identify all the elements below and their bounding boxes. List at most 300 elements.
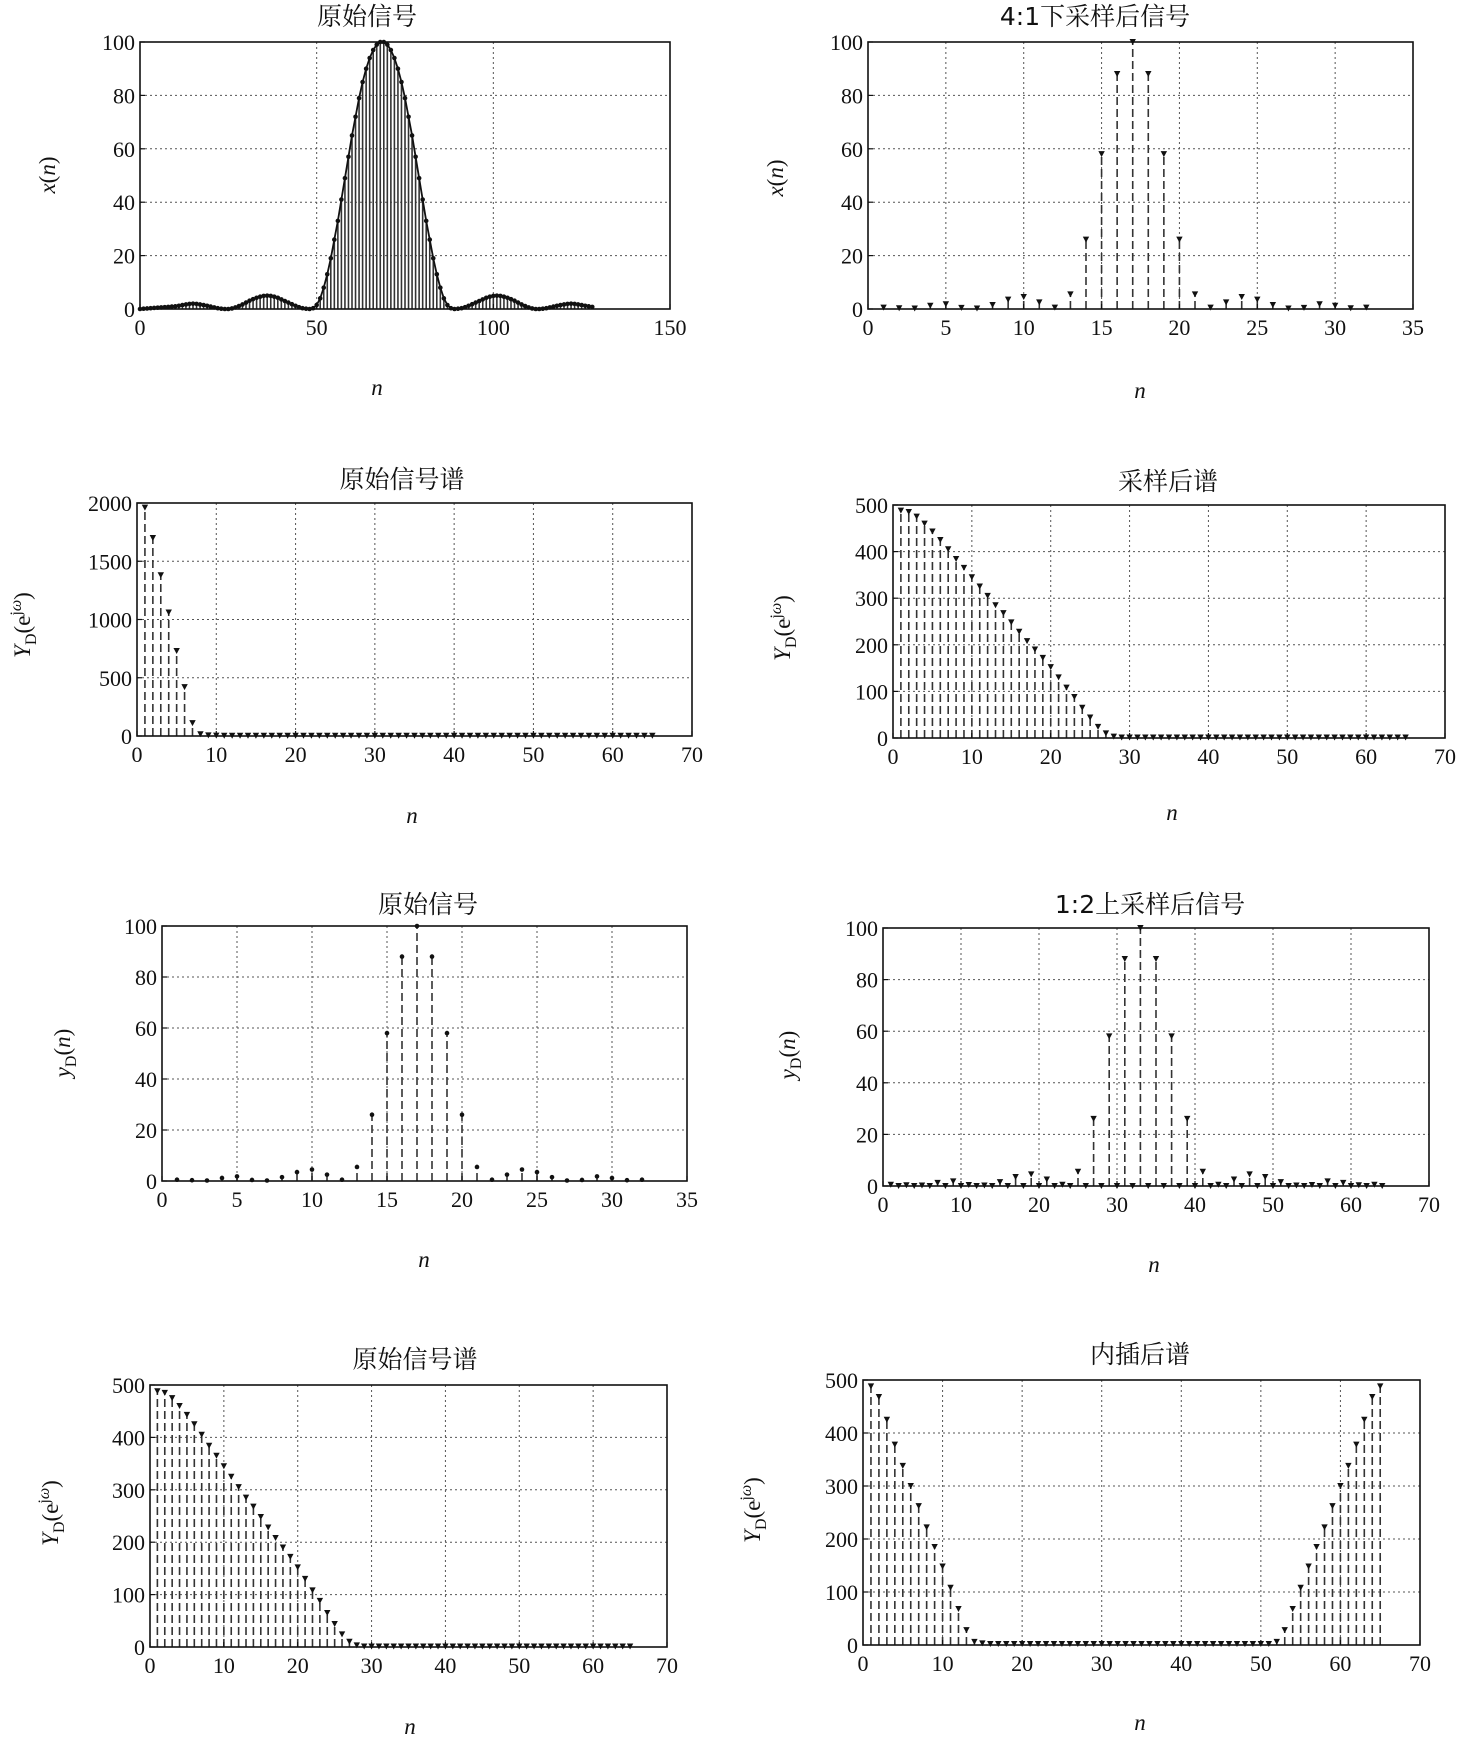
panel-8-marker-30 bbox=[1106, 1641, 1112, 1647]
panel-8-marker-31 bbox=[1114, 1641, 1120, 1647]
panel-2-marker-15 bbox=[1114, 71, 1120, 77]
panel-5-ytick-label-3: 60 bbox=[135, 1016, 157, 1041]
panel-8-ytick-label-3: 300 bbox=[825, 1474, 858, 1499]
panel-6-xtick-label-0: 0 bbox=[877, 1192, 889, 1217]
panel-6-ylabel: $y_D(n)$ bbox=[775, 1030, 805, 1080]
panel-2-marker-30 bbox=[1348, 305, 1354, 311]
panel-5-marker-25 bbox=[550, 1175, 555, 1180]
panel-7-xtick-label-6: 60 bbox=[582, 1653, 605, 1678]
panel-7-ytick-label-2: 200 bbox=[112, 1530, 145, 1556]
panel-3-xtick-label-7: 70 bbox=[681, 742, 703, 767]
panel-6-marker-56 bbox=[1324, 1178, 1330, 1184]
panel-4-marker-19 bbox=[1048, 664, 1054, 670]
panel-3-marker-5 bbox=[181, 684, 187, 690]
panel-7-marker-17 bbox=[280, 1544, 286, 1550]
panel-4-marker-18 bbox=[1040, 655, 1046, 661]
panel-6-marker-24 bbox=[1075, 1169, 1081, 1175]
panel-7-marker-14 bbox=[258, 1514, 264, 1520]
panel-1-ytick-label-4: 80 bbox=[113, 83, 135, 109]
panel-8-xtick-label-3: 30 bbox=[1090, 1651, 1113, 1676]
panel-5-yticks bbox=[124, 914, 167, 1194]
panel-4-marker-24 bbox=[1087, 714, 1093, 720]
panel-5-marker-13 bbox=[370, 1112, 375, 1117]
panel-1-yticks bbox=[102, 30, 145, 322]
panel-8-marker-57 bbox=[1321, 1524, 1327, 1530]
panel-8-marker-64 bbox=[1377, 1383, 1383, 1389]
panel-5-ytick-label-0: 0 bbox=[146, 1169, 157, 1194]
panel-7-marker-25 bbox=[339, 1631, 345, 1637]
panel-6-marker-6 bbox=[934, 1180, 940, 1186]
panel-1-xtick-label-1: 50 bbox=[305, 315, 328, 340]
panel-2-marker-23 bbox=[1239, 294, 1245, 300]
panel-3-ytick-label-2: 1000 bbox=[88, 607, 132, 633]
panel-3-marker-6 bbox=[189, 720, 195, 726]
panel-5-frame bbox=[162, 926, 687, 1181]
panel-7-xtick-label-0: 0 bbox=[144, 1653, 156, 1678]
panel-5-xtick-label-3: 15 bbox=[376, 1187, 398, 1212]
panel-2-ytick-label-2: 40 bbox=[841, 190, 863, 216]
panel-8-marker-10 bbox=[947, 1585, 953, 1591]
panel-8-xtick-label-7: 70 bbox=[1409, 1651, 1431, 1676]
panel-8-xtick-label-6: 60 bbox=[1329, 1651, 1352, 1676]
panel-5-marker-12 bbox=[355, 1165, 360, 1170]
panel-8-marker-18 bbox=[1011, 1641, 1017, 1647]
panel-3-xtick-label-1: 10 bbox=[205, 742, 228, 767]
panel-1-ytick-label-5: 100 bbox=[102, 30, 135, 55]
panel-7-xtick-label-5: 50 bbox=[508, 1653, 531, 1678]
panel-6-marker-40 bbox=[1200, 1169, 1206, 1175]
panel-8-marker-40 bbox=[1186, 1641, 1192, 1647]
panel-5-ytick-label-1: 20 bbox=[135, 1118, 157, 1143]
panel-7-yticks bbox=[112, 1373, 155, 1660]
panel-5-marker-22 bbox=[505, 1172, 510, 1177]
panel-5-marker-8 bbox=[295, 1170, 300, 1175]
panel-8-xtick-label-4: 40 bbox=[1170, 1651, 1193, 1676]
panel-2-xtick-label-2: 10 bbox=[1012, 315, 1035, 340]
panel-5-ylabel: $y_D(n)$ bbox=[50, 1028, 80, 1078]
panel-8-marker-51 bbox=[1274, 1639, 1280, 1645]
panel-1-stems bbox=[138, 40, 595, 312]
panel-6-xtick-label-6: 60 bbox=[1340, 1192, 1362, 1217]
panel-8-xtick-label-0: 0 bbox=[857, 1651, 869, 1676]
panel-3-xtick-label-4: 40 bbox=[443, 742, 466, 767]
panel-5-ytick-label-2: 40 bbox=[135, 1067, 157, 1092]
panel-6-xtick-label-3: 30 bbox=[1106, 1192, 1128, 1217]
panel-6-marker-0 bbox=[888, 1182, 894, 1188]
panel-8-marker-25 bbox=[1067, 1641, 1073, 1647]
panel-5-xtick-label-2: 10 bbox=[301, 1187, 323, 1212]
panel-8-marker-6 bbox=[916, 1503, 922, 1509]
panel-7-xtick-label-7: 70 bbox=[656, 1653, 678, 1678]
panel-3-xtick-label-6: 60 bbox=[601, 742, 624, 767]
panel-6-marker-28 bbox=[1106, 1033, 1112, 1039]
panel-4-title: 采样后谱 bbox=[1117, 467, 1219, 496]
panel-7-marker-9 bbox=[221, 1463, 227, 1469]
panel-4-marker-6 bbox=[945, 546, 951, 552]
panel-4-marker-5 bbox=[937, 537, 943, 543]
panel-7-marker-7 bbox=[206, 1443, 212, 1449]
panel-6-xtick-label-4: 40 bbox=[1184, 1192, 1206, 1217]
panel-6-marker-20 bbox=[1044, 1177, 1050, 1183]
panel-7-marker-5 bbox=[191, 1421, 197, 1427]
panel-4-xtick-label-3: 30 bbox=[1118, 744, 1141, 769]
panel-1-xtick-label-3: 150 bbox=[653, 315, 687, 340]
panel-5-grid bbox=[162, 926, 687, 1181]
panel-8-marker-7 bbox=[923, 1524, 929, 1530]
panel-3-ytick-label-4: 2000 bbox=[88, 491, 132, 516]
panel-8-marker-37 bbox=[1162, 1641, 1168, 1647]
panel-4-ytick-label-4: 400 bbox=[855, 539, 888, 565]
panel-8-marker-32 bbox=[1122, 1641, 1128, 1647]
panel-6-marker-16 bbox=[1012, 1174, 1018, 1180]
panel-4-marker-14 bbox=[1008, 619, 1014, 625]
panel-4-xtick-label-7: 70 bbox=[1434, 744, 1456, 769]
panel-8-yticks bbox=[825, 1368, 868, 1658]
panel-2-title: 4:1下采样后信号 bbox=[999, 2, 1191, 31]
panel-4-yticks bbox=[855, 493, 898, 751]
panel-8-grid bbox=[863, 1380, 1420, 1645]
panel-5-marker-9 bbox=[310, 1167, 315, 1172]
panel-2-marker-19 bbox=[1176, 237, 1182, 243]
panel-5-marker-17 bbox=[430, 954, 435, 959]
panel-3-marker-4 bbox=[173, 648, 179, 654]
panel-7-marker-12 bbox=[243, 1495, 249, 1501]
panel-3-xtick-label-2: 20 bbox=[284, 742, 307, 767]
panel-4-marker-21 bbox=[1063, 685, 1069, 691]
panel-5-xtick-label-7: 35 bbox=[676, 1187, 698, 1212]
panel-8-marker-46 bbox=[1234, 1641, 1240, 1647]
panel-8-ytick-label-4: 400 bbox=[825, 1421, 858, 1446]
panel-7 bbox=[36, 1345, 678, 1738]
panel-6 bbox=[775, 890, 1440, 1277]
panel-2-marker-18 bbox=[1161, 151, 1167, 157]
panel-4-ytick-label-1: 100 bbox=[855, 679, 888, 705]
panel-6-ytick-label-0: 0 bbox=[867, 1174, 878, 1199]
panel-8-marker-60 bbox=[1345, 1463, 1351, 1469]
panel-8-marker-15 bbox=[987, 1641, 993, 1647]
panel-3-xtick-label-5: 50 bbox=[522, 742, 545, 767]
panel-8-xlabel: n bbox=[1134, 1710, 1146, 1735]
panel-8-xtick-label-5: 50 bbox=[1249, 1651, 1272, 1676]
panel-8-marker-33 bbox=[1130, 1641, 1136, 1647]
panel-7-marker-11 bbox=[235, 1484, 241, 1490]
panel-4-ylabel: $Y_D(e^j\omega)$ bbox=[768, 595, 800, 661]
panel-8-ytick-label-5: 500 bbox=[825, 1368, 858, 1393]
panel-2-ytick-label-0: 0 bbox=[852, 297, 863, 322]
panel-1-ylabel: x(n) bbox=[35, 156, 60, 194]
panel-5-marker-24 bbox=[535, 1170, 540, 1175]
panel-7-marker-0 bbox=[154, 1388, 160, 1394]
panel-3-grid bbox=[137, 503, 692, 736]
panel-3-marker-2 bbox=[158, 572, 164, 578]
panel-8-marker-47 bbox=[1242, 1641, 1248, 1647]
panel-2-frame bbox=[868, 42, 1413, 309]
panel-2-marker-12 bbox=[1067, 291, 1073, 297]
panel-1-ytick-label-0: 0 bbox=[124, 297, 135, 322]
panel-5-marker-10 bbox=[325, 1172, 330, 1177]
panel-2-xtick-label-7: 35 bbox=[1402, 315, 1424, 340]
panel-2-ytick-label-3: 60 bbox=[841, 136, 863, 162]
panel-7-ytick-label-4: 400 bbox=[112, 1425, 145, 1451]
panel-2-marker-1 bbox=[896, 305, 902, 311]
panel-8-ytick-label-2: 200 bbox=[825, 1527, 858, 1552]
panel-3-marker-1 bbox=[150, 535, 156, 541]
panel-6-ytick-label-2: 40 bbox=[856, 1070, 878, 1096]
panel-2-xtick-label-1: 5 bbox=[940, 315, 952, 340]
panel-2-marker-5 bbox=[958, 305, 964, 311]
panel-8-marker-27 bbox=[1083, 1641, 1089, 1647]
panel-8-marker-9 bbox=[939, 1564, 945, 1570]
panel-4-frame bbox=[893, 505, 1445, 738]
panel-5-ytick-label-5: 100 bbox=[124, 914, 157, 939]
panel-3-marker-3 bbox=[166, 610, 172, 616]
panel-2-marker-25 bbox=[1270, 302, 1276, 308]
panel-6-marker-34 bbox=[1153, 956, 1159, 962]
panel-3-stems bbox=[142, 505, 656, 739]
panel-5-xtick-label-0: 0 bbox=[156, 1187, 168, 1212]
panel-2-stems bbox=[880, 39, 1369, 311]
panel-3-ytick-label-1: 500 bbox=[99, 665, 132, 691]
panel-4-xtick-label-1: 10 bbox=[960, 744, 983, 769]
panel-8-marker-43 bbox=[1210, 1641, 1216, 1647]
panel-2-xtick-label-0: 0 bbox=[862, 315, 874, 340]
panel-6-marker-22 bbox=[1059, 1182, 1065, 1188]
panel-8-marker-50 bbox=[1266, 1641, 1272, 1647]
panel-8-marker-44 bbox=[1218, 1641, 1224, 1647]
panel-8-marker-11 bbox=[955, 1606, 961, 1612]
panel-7-marker-26 bbox=[346, 1639, 352, 1645]
panel-2-yticks bbox=[830, 30, 873, 322]
panel-4-marker-0 bbox=[898, 508, 904, 514]
panel-7-title: 原始信号谱 bbox=[352, 1345, 478, 1374]
panel-4-marker-13 bbox=[1000, 610, 1006, 616]
panel-7-xtick-label-2: 20 bbox=[286, 1653, 309, 1678]
panel-7-marker-22 bbox=[317, 1598, 323, 1604]
panel-4-ytick-label-5: 500 bbox=[855, 493, 888, 518]
panel-8-marker-36 bbox=[1154, 1641, 1160, 1647]
panel-6-marker-54 bbox=[1309, 1182, 1315, 1188]
panel-7-marker-2 bbox=[169, 1395, 175, 1401]
panel-3-yticks bbox=[88, 491, 142, 749]
panel-7-marker-8 bbox=[213, 1453, 219, 1459]
panel-6-xlabel: n bbox=[1148, 1252, 1160, 1277]
panel-4-marker-16 bbox=[1024, 638, 1030, 644]
panel-2-marker-14 bbox=[1098, 151, 1104, 157]
panel-1-xtick-label-2: 100 bbox=[476, 315, 510, 340]
panel-8-marker-34 bbox=[1138, 1641, 1144, 1647]
panel-4-marker-1 bbox=[906, 509, 912, 515]
panel-8-marker-2 bbox=[884, 1417, 890, 1423]
panel-2-marker-28 bbox=[1316, 301, 1322, 307]
panel-5-marker-18 bbox=[445, 1031, 450, 1036]
panel-6-marker-36 bbox=[1168, 1033, 1174, 1039]
panel-6-marker-38 bbox=[1184, 1116, 1190, 1122]
panel-4-xtick-label-6: 60 bbox=[1355, 744, 1378, 769]
panel-4-marker-25 bbox=[1095, 724, 1101, 730]
panel-2-ytick-label-4: 80 bbox=[841, 83, 863, 109]
panel-1-xtick-label-0: 0 bbox=[134, 315, 146, 340]
panel-2-ytick-label-5: 100 bbox=[830, 30, 863, 55]
panel-7-marker-3 bbox=[176, 1403, 182, 1409]
panel-1-ytick-label-3: 60 bbox=[113, 136, 135, 162]
panel-3-marker-0 bbox=[142, 505, 148, 511]
panel-3-ytick-label-3: 1500 bbox=[88, 549, 132, 575]
panel-2 bbox=[763, 2, 1424, 403]
panel-8-xtick-label-2: 20 bbox=[1011, 1651, 1034, 1676]
panel-6-ytick-label-5: 100 bbox=[845, 916, 878, 941]
panel-7-stems bbox=[154, 1388, 633, 1649]
panel-7-marker-19 bbox=[295, 1564, 301, 1570]
panel-2-marker-20 bbox=[1192, 291, 1198, 297]
panel-2-grid bbox=[868, 42, 1413, 309]
panel-6-marker-48 bbox=[1262, 1174, 1268, 1180]
panel-8-marker-53 bbox=[1289, 1606, 1295, 1612]
panel-8-marker-12 bbox=[963, 1627, 969, 1633]
panel-8-xtick-label-1: 10 bbox=[931, 1651, 954, 1676]
panel-3-xtick-label-3: 30 bbox=[363, 742, 386, 767]
panel-8-ytick-label-0: 0 bbox=[847, 1633, 858, 1658]
panel-7-xtick-label-1: 10 bbox=[212, 1653, 235, 1678]
panel-8-marker-55 bbox=[1305, 1564, 1311, 1570]
panel-5-xtick-label-4: 20 bbox=[451, 1187, 473, 1212]
panel-2-xtick-label-5: 25 bbox=[1246, 315, 1269, 340]
panel-3 bbox=[8, 465, 703, 828]
panel-8-marker-24 bbox=[1059, 1641, 1065, 1647]
panel-2-ytick-label-1: 20 bbox=[841, 243, 863, 269]
panel-8-marker-4 bbox=[900, 1463, 906, 1469]
panel-7-ytick-label-0: 0 bbox=[134, 1635, 145, 1660]
panel-2-ylabel: x(n) bbox=[763, 159, 788, 197]
panel-4-xlabel: n bbox=[1166, 800, 1178, 825]
panel-4-marker-17 bbox=[1032, 646, 1038, 652]
panel-6-xtick-label-5: 50 bbox=[1262, 1192, 1284, 1217]
panel-6-marker-42 bbox=[1215, 1182, 1221, 1188]
panel-8-ylabel: $Y_D(e^j\omega)$ bbox=[738, 1477, 770, 1543]
panel-2-xtick-label-4: 20 bbox=[1168, 315, 1191, 340]
panel-4-ytick-label-2: 200 bbox=[855, 632, 888, 658]
panel-8-marker-42 bbox=[1202, 1641, 1208, 1647]
panel-8-stems bbox=[868, 1383, 1384, 1647]
panel-7-ytick-label-1: 100 bbox=[112, 1582, 145, 1608]
panel-1-ytick-label-2: 40 bbox=[113, 190, 135, 216]
panel-2-marker-8 bbox=[1005, 297, 1011, 303]
panel-6-xtick-label-7: 70 bbox=[1418, 1192, 1440, 1217]
panel-4-marker-4 bbox=[929, 529, 935, 535]
panel-8-marker-0 bbox=[868, 1383, 874, 1389]
panel-8-frame bbox=[863, 1380, 1420, 1645]
panel-2-marker-27 bbox=[1301, 305, 1307, 311]
panel-7-marker-10 bbox=[228, 1474, 234, 1480]
panel-1-title: 原始信号 bbox=[316, 2, 418, 31]
panel-4-marker-22 bbox=[1071, 694, 1077, 700]
panel-5-xlabel: n bbox=[418, 1247, 430, 1272]
panel-7-marker-16 bbox=[272, 1535, 278, 1541]
panel-5-marker-19 bbox=[460, 1112, 465, 1117]
panel-4-marker-10 bbox=[977, 584, 983, 590]
panel-5-marker-14 bbox=[385, 1031, 390, 1036]
panel-7-ylabel: $Y_D(e^j\omega)$ bbox=[36, 1480, 68, 1546]
panel-5-marker-23 bbox=[520, 1167, 525, 1172]
panel-7-ytick-label-3: 300 bbox=[112, 1477, 145, 1503]
panel-8-marker-17 bbox=[1003, 1641, 1009, 1647]
panel-5-xtick-label-5: 25 bbox=[526, 1187, 548, 1212]
panel-2-marker-17 bbox=[1145, 71, 1151, 77]
panel-4-marker-23 bbox=[1079, 705, 1085, 711]
panel-6-stems bbox=[888, 925, 1386, 1189]
panel-8-marker-58 bbox=[1329, 1503, 1335, 1509]
panel-8-marker-28 bbox=[1091, 1641, 1097, 1647]
panel-4-marker-15 bbox=[1016, 629, 1022, 635]
panel-1-ytick-label-1: 20 bbox=[113, 243, 135, 269]
panel-6-marker-26 bbox=[1090, 1116, 1096, 1122]
panel-6-marker-58 bbox=[1340, 1180, 1346, 1186]
panel-8-marker-22 bbox=[1043, 1641, 1049, 1647]
panel-5-marker-3 bbox=[220, 1176, 225, 1181]
panel-2-xtick-label-3: 15 bbox=[1090, 315, 1113, 340]
panel-6-xtick-label-2: 20 bbox=[1028, 1192, 1050, 1217]
panel-6-marker-14 bbox=[997, 1179, 1003, 1185]
panel-7-marker-24 bbox=[331, 1621, 337, 1627]
panel-5 bbox=[50, 890, 698, 1272]
panel-8-ytick-label-1: 100 bbox=[825, 1580, 858, 1605]
panel-8-marker-1 bbox=[876, 1394, 882, 1400]
panel-7-frame bbox=[150, 1385, 667, 1647]
panel-7-marker-21 bbox=[309, 1587, 315, 1593]
panel-7-grid bbox=[150, 1385, 667, 1647]
panel-8-marker-61 bbox=[1353, 1442, 1359, 1448]
panel-6-marker-10 bbox=[966, 1182, 972, 1188]
panel-7-marker-4 bbox=[184, 1412, 190, 1418]
panel-2-marker-9 bbox=[1021, 294, 1027, 300]
panel-4-marker-26 bbox=[1103, 730, 1109, 736]
panel-1-xlabel: n bbox=[371, 375, 383, 400]
panel-5-marker-20 bbox=[475, 1165, 480, 1170]
panel-2-marker-10 bbox=[1036, 299, 1042, 305]
panel-7-xtick-label-3: 30 bbox=[360, 1653, 383, 1678]
panel-2-marker-7 bbox=[989, 302, 995, 308]
panel-4 bbox=[768, 467, 1456, 825]
panel-6-xtick-label-1: 10 bbox=[950, 1192, 972, 1217]
panel-2-marker-3 bbox=[927, 303, 933, 309]
panel-8-marker-45 bbox=[1226, 1641, 1232, 1647]
panel-4-marker-2 bbox=[913, 514, 919, 520]
panel-4-ytick-label-3: 300 bbox=[855, 586, 888, 612]
panel-7-marker-1 bbox=[162, 1390, 168, 1396]
panel-4-marker-3 bbox=[921, 521, 927, 527]
panel-7-marker-23 bbox=[324, 1610, 330, 1616]
panel-6-marker-50 bbox=[1278, 1179, 1284, 1185]
panel-6-marker-44 bbox=[1231, 1177, 1237, 1183]
panel-4-ytick-label-0: 0 bbox=[877, 726, 888, 751]
panel-8-title: 内插后谱 bbox=[1089, 1340, 1191, 1369]
panel-8-marker-41 bbox=[1194, 1641, 1200, 1647]
panel-7-marker-15 bbox=[265, 1525, 271, 1531]
panel-6-marker-8 bbox=[950, 1178, 956, 1184]
panel-8-marker-8 bbox=[931, 1544, 937, 1550]
panel-8-marker-63 bbox=[1369, 1394, 1375, 1400]
panel-8-marker-35 bbox=[1146, 1641, 1152, 1647]
panel-8-marker-13 bbox=[971, 1639, 977, 1645]
panel-6-marker-46 bbox=[1246, 1171, 1252, 1177]
panel-8-marker-3 bbox=[892, 1442, 898, 1448]
panel-5-xtick-label-6: 30 bbox=[601, 1187, 623, 1212]
panel-5-title: 原始信号 bbox=[377, 890, 479, 919]
panel-3-xtick-label-0: 0 bbox=[131, 742, 143, 767]
panel-8-marker-54 bbox=[1297, 1585, 1303, 1591]
panel-8-marker-23 bbox=[1051, 1641, 1057, 1647]
panel-4-xtick-label-0: 0 bbox=[887, 744, 899, 769]
panel-6-ytick-label-4: 80 bbox=[856, 967, 878, 993]
